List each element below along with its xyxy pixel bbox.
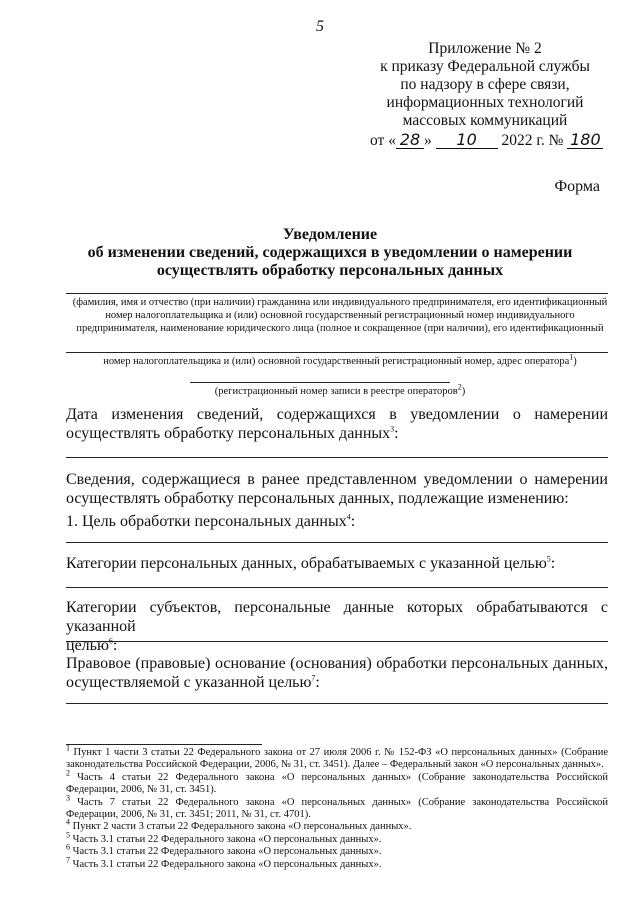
operator-inn-caption: номер налогоплательщика и (или) основной государственный регистрационный номер, адрес оператора$^1$) bbox=[103, 352, 577, 367]
footnote-separator bbox=[66, 744, 262, 745]
purpose-field: 1. Цель обработки персональных данных$^4$: bbox=[66, 512, 356, 530]
footnote: $^6$ Часть 3.1 статьи 22 Федерального закона «О персональных данных». bbox=[66, 842, 382, 858]
footnote: $^2$ Часть 4 статьи 22 Федерального закона «О персональных данных» (Собрание законодательства Российской Федерации, 2006, № 31, ст. 3451). bbox=[66, 768, 608, 796]
subject-categories-line bbox=[66, 641, 608, 642]
footnote: $^3$ Часть 7 статьи 22 Федерального закона «О персональных данных» (Собрание законодательства Российской Федерации, 2006, № 31, ст. 3451; 2011, № 31, ст. 4701). bbox=[66, 793, 608, 821]
subject-categories-field: Категории субъектов, персональные данные которых обрабатываются с указанной целью$^6$: bbox=[66, 599, 608, 654]
change-date-line bbox=[66, 457, 608, 458]
footnotes bbox=[66, 743, 608, 871]
footnote: $^5$ Часть 3.1 статьи 22 Федерального закона «О персональных данных». bbox=[66, 830, 382, 845]
reg-number-line bbox=[190, 382, 450, 383]
order-day: 28 bbox=[396, 132, 424, 149]
footnote: $^1$ Пункт 1 части 3 статьи 22 Федерального закона от 27 июля 2006 г. № 152-ФЗ «О персональных данных» (Собрание законодательства Российской Федерации, 2006, № 31, ст. 3451). Далее – Федеральный закон «О персональных данных». bbox=[66, 743, 608, 771]
appendix-line: массовых коммуникаций bbox=[402, 112, 568, 129]
footnote: $^4$ Пункт 2 части 3 статьи 22 Федерального закона «О персональных данных». bbox=[66, 817, 412, 833]
operator-inn-line bbox=[66, 352, 608, 353]
data-categories-line bbox=[66, 587, 608, 588]
appendix-line: Приложение № 2 bbox=[428, 40, 542, 57]
title-line: Уведомление bbox=[282, 226, 378, 243]
order-date-line: от « 28 » 10 2022 г. № 180 bbox=[370, 132, 600, 150]
legal-basis-field: Правовое (правовые) основание (основания) обработки персональных данных, осуществляемой с указанной целью$^7$: bbox=[66, 655, 608, 691]
purpose-line bbox=[66, 542, 608, 543]
page-number: 5 bbox=[316, 18, 324, 35]
data-categories-field: Категории персональных данных, обрабатываемых с указанной целью$^5$: bbox=[66, 554, 556, 572]
order-number: 180 bbox=[567, 132, 603, 149]
changed-info-field: Сведения, содержащиеся в ранее представленном уведомлении о намерении осуществлять обработку персональных данных, подлежащие изменению: bbox=[66, 471, 608, 507]
change-date-field: Дата изменения сведений, содержащихся в уведомлении о намерении осуществлять обработку персональных данных$^3$: bbox=[66, 406, 608, 442]
order-month: 10 bbox=[436, 132, 498, 149]
title-line: об изменении сведений, содержащихся в уведомлении о намерении bbox=[87, 244, 573, 261]
document-title bbox=[60, 226, 600, 280]
operator-name-caption: (фамилия, имя и отчество (при наличии) гражданина или индивидуального предпринимателя, его идентификационный номер налогоплательщика и (или) основной государственный регистрационный номер индивидуального предпринимателя, наименование юридического лица (полное и сокращенное (при наличии), его идентификационный bbox=[72, 297, 608, 334]
reg-number-caption: (регистрационный номер записи в реестре операторов$^2$) bbox=[214, 382, 466, 397]
appendix-line: информационных технологий bbox=[386, 94, 584, 111]
legal-basis-line bbox=[66, 703, 608, 704]
appendix-line: по надзору в сфере связи, bbox=[400, 76, 570, 93]
form-label: Форма bbox=[554, 178, 600, 195]
appendix-line: к приказу Федеральной службы bbox=[380, 58, 590, 75]
operator-name-line bbox=[66, 293, 608, 294]
footnote: $^7$ Часть 3.1 статьи 22 Федерального закона «О персональных данных». bbox=[66, 855, 382, 870]
appendix-header bbox=[370, 40, 600, 150]
title-line: осуществлять обработку персональных данных bbox=[156, 262, 504, 279]
